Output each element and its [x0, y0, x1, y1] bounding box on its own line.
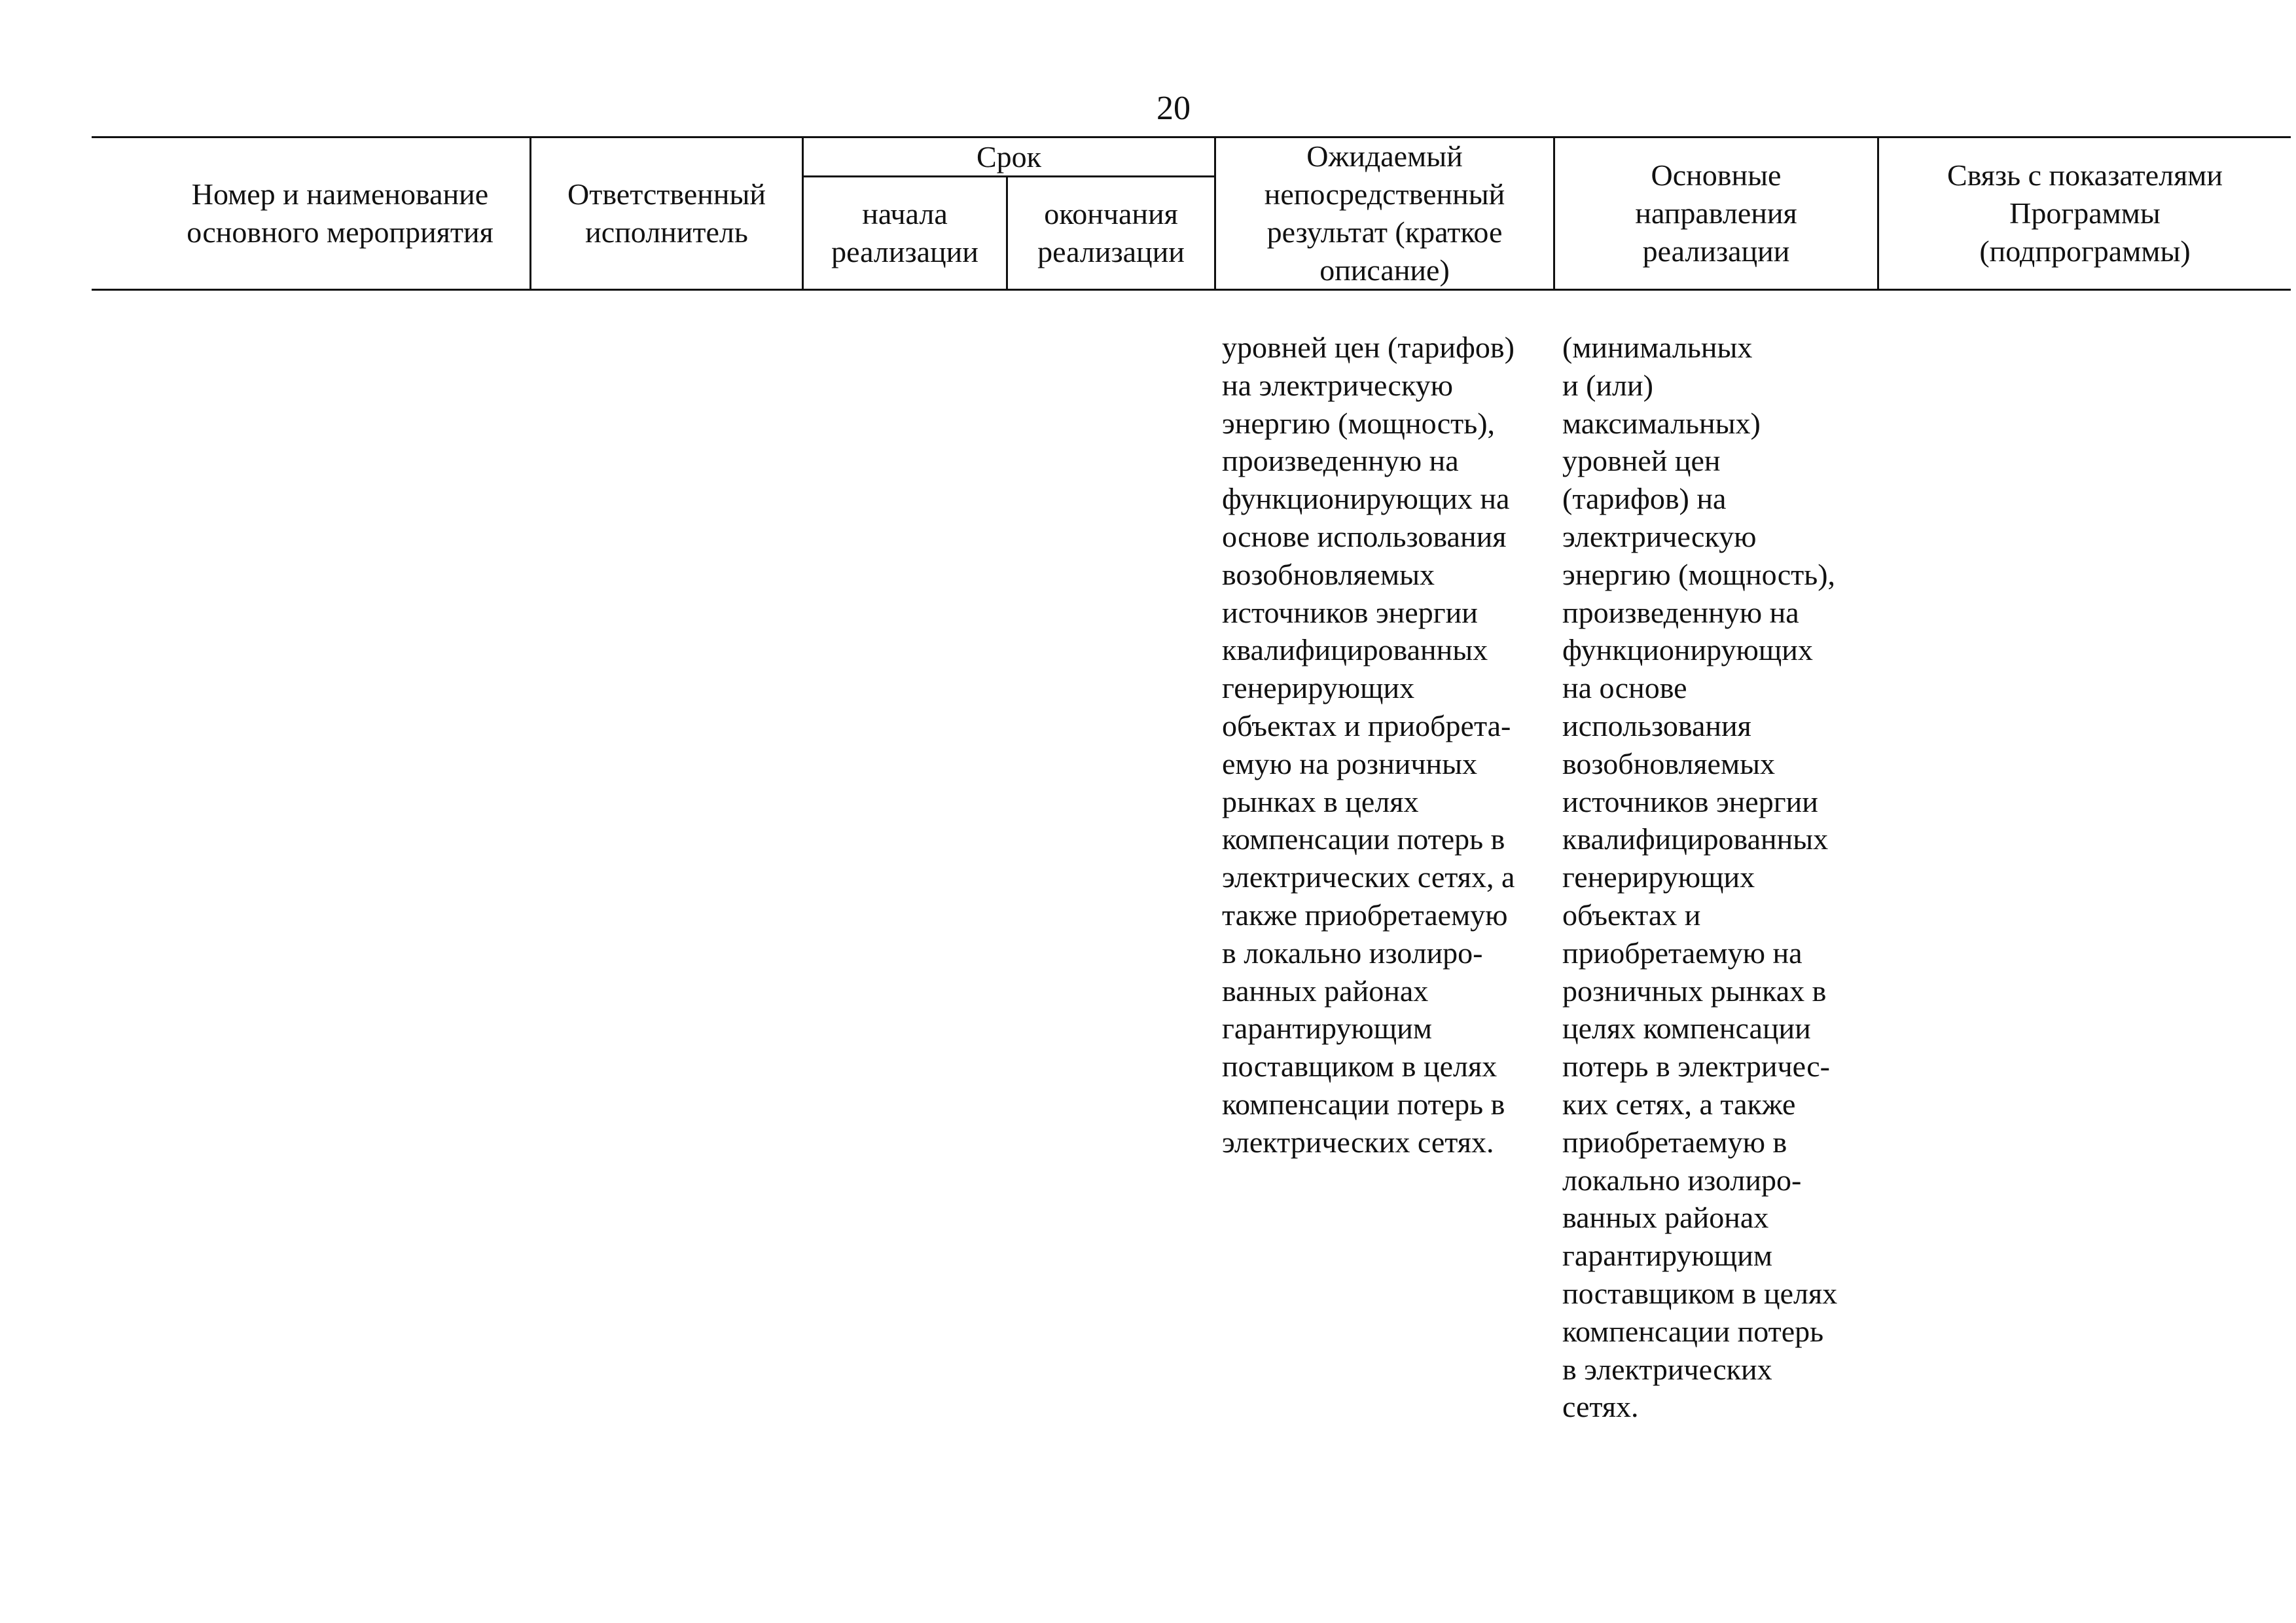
header-bottom-rule [92, 289, 2291, 291]
main-directions-line: гарантирующим [1562, 1239, 1772, 1273]
expected-result-line: компенсации потерь в [1222, 1087, 1505, 1121]
main-directions-line: целях компенсации [1562, 1012, 1811, 1046]
main-directions-line: максимальных) [1562, 406, 1761, 440]
expected-result-line: электрических сетях. [1222, 1125, 1494, 1159]
main-directions-line: в электрических [1562, 1352, 1772, 1386]
main-directions-line: на основе [1562, 671, 1687, 705]
main-directions-line: сетях. [1562, 1390, 1639, 1424]
main-directions-line: поставщиком в целях [1562, 1276, 1838, 1310]
header-main-directions: Основные направления реализации [1635, 158, 1797, 268]
expected-result-line: гарантирующим [1222, 1012, 1432, 1046]
expected-result-line: возобновляемых [1222, 557, 1435, 591]
main-directions-line: локально изолиро- [1562, 1163, 1802, 1197]
expected-result-cell [1222, 329, 1515, 1161]
main-directions-line: ких сетях, а также [1562, 1087, 1796, 1121]
main-directions-line: источников энергии [1562, 784, 1818, 818]
main-directions-line: (тарифов) на [1562, 482, 1727, 516]
header-end-of-implementation: окончания реализации [1037, 197, 1185, 268]
expected-result-line: рынках в целях [1222, 784, 1419, 818]
expected-result-line: поставщиком в целях [1222, 1049, 1498, 1084]
page-number: 20 [1157, 90, 1191, 127]
main-directions-line: ванных районах [1562, 1201, 1769, 1235]
expected-result-line: емую на розничных [1222, 746, 1477, 780]
main-directions-line: генерирующих [1562, 860, 1755, 894]
main-directions-line: приобретаемую на [1562, 936, 1803, 970]
header-program-indicators-link: Связь с показателями Программы (подпрограммы) [1947, 158, 2223, 268]
main-directions-cell [1562, 329, 1837, 1426]
main-directions-line: компенсации потерь [1562, 1314, 1824, 1348]
main-directions-line: и (или) [1562, 368, 1653, 402]
main-directions-line: потерь в электричес- [1562, 1049, 1830, 1084]
expected-result-line: уровней цен (тарифов) [1222, 331, 1515, 364]
main-directions-line: приобретаемую в [1562, 1125, 1787, 1159]
main-directions-line: функционирующих [1562, 633, 1813, 667]
main-directions-line: (минимальных [1562, 331, 1753, 364]
expected-result-line: объектах и приобрета- [1222, 708, 1511, 742]
expected-result-line: функционирующих на [1222, 482, 1510, 516]
expected-result-line: на электрическую [1222, 368, 1454, 402]
expected-result-line: также приобретаемую [1222, 898, 1508, 932]
header-expected-result: Ожидаемый непосредственный результат (краткое описание) [1264, 139, 1505, 287]
main-directions-line: квалифицированных [1562, 822, 1829, 856]
expected-result-line: квалифицированных [1222, 633, 1488, 667]
main-directions-line: возобновляемых [1562, 746, 1775, 780]
header-start-of-implementation: начала реализации [831, 197, 978, 268]
main-directions-line: электрическую [1562, 519, 1757, 553]
expected-result-line: компенсации потерь в [1222, 822, 1505, 856]
expected-result-line: энергию (мощность), [1222, 406, 1496, 440]
expected-result-line: основе использования [1222, 519, 1507, 553]
main-directions-line: использования [1562, 708, 1751, 742]
expected-result-line: генерирующих [1222, 671, 1415, 705]
expected-result-line: источников энергии [1222, 595, 1478, 629]
main-directions-line: розничных рынках в [1562, 974, 1827, 1008]
header-term-group: Срок [976, 139, 1042, 173]
main-directions-line: энергию (мощность), [1562, 557, 1836, 591]
main-directions-line: произведенную на [1562, 595, 1799, 629]
expected-result-line: произведенную на [1222, 444, 1459, 478]
main-directions-line: объектах и [1562, 898, 1701, 932]
expected-result-line: электрических сетях, а [1222, 860, 1515, 894]
header-responsible-executor: Ответственный исполнитель [567, 177, 766, 249]
expected-result-line: ванных районах [1222, 974, 1429, 1008]
header-activity-name: Номер и наименование основного мероприятия [187, 177, 493, 249]
expected-result-line: в локально изолиро- [1222, 936, 1483, 970]
main-directions-line: уровней цен [1562, 444, 1721, 478]
